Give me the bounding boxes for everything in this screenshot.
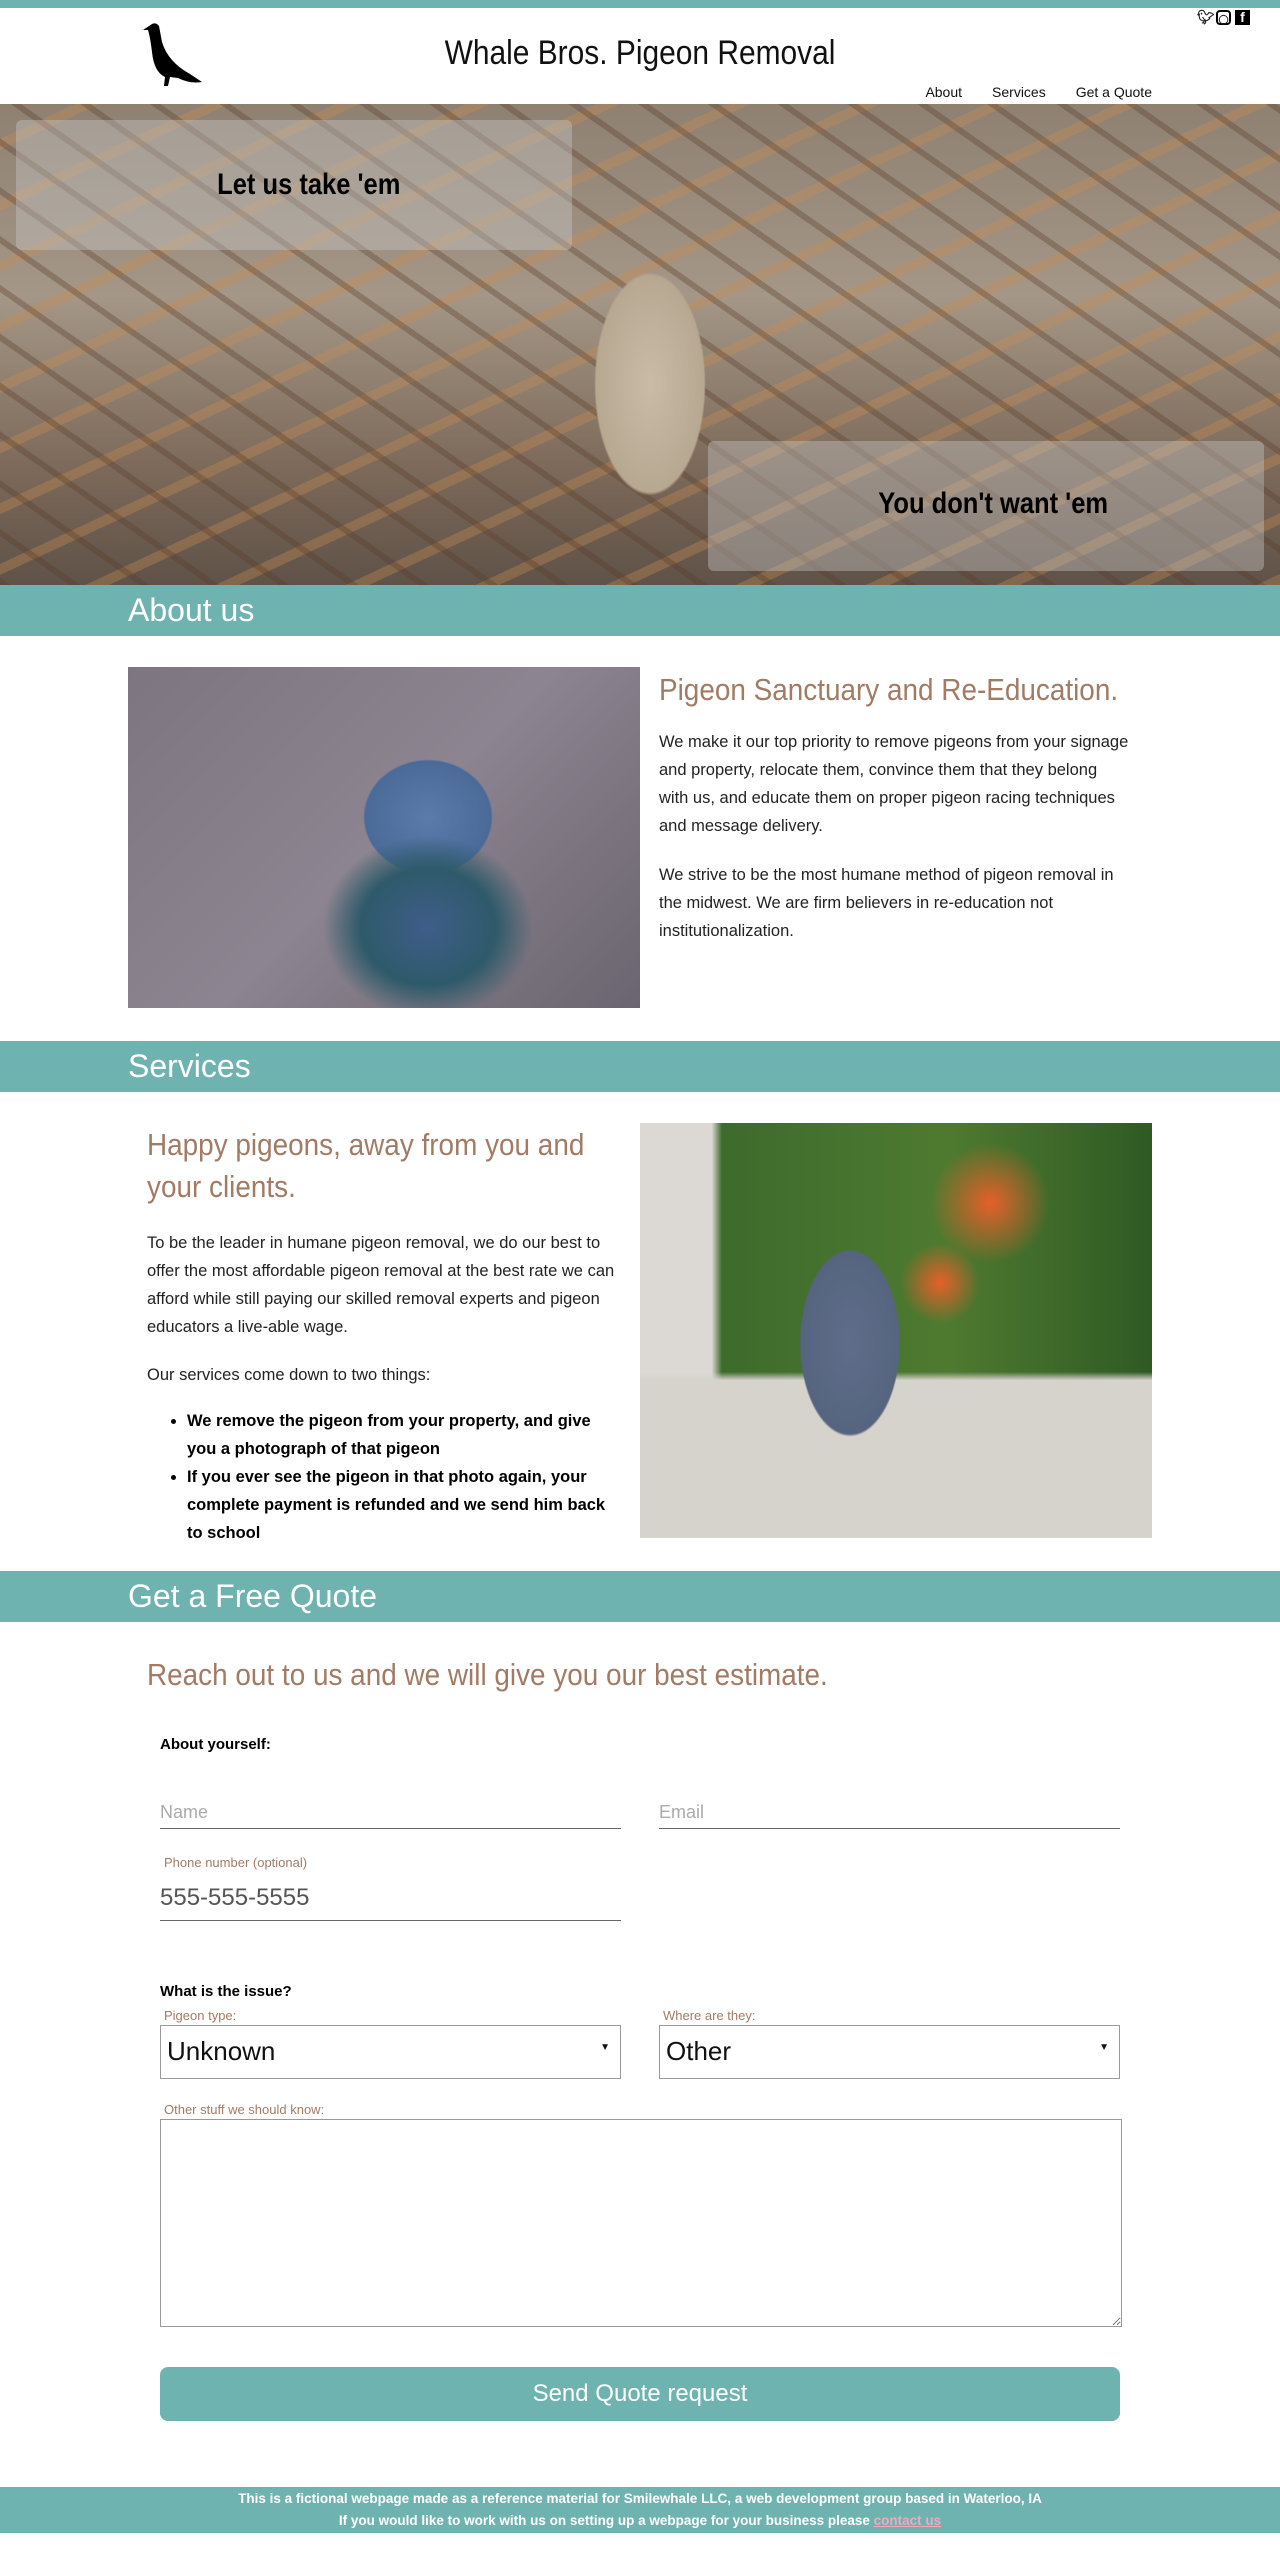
- services-paragraph-1: To be the leader in humane pigeon removal, we do our best to offer the most affordable pigeon removal at the best rate we can afford while still paying our skilled removal experts and pigeon educators a live-able wage.: [147, 1234, 615, 1336]
- main-nav: [925, 84, 1152, 100]
- footer-line-2: [0, 2510, 1280, 2532]
- pigeon-type-label: Pigeon type:: [164, 2008, 237, 2023]
- about-yourself-label: About yourself:: [160, 1736, 271, 1753]
- services-band: Services: [0, 1041, 1280, 1092]
- issue-label: What is the issue?: [160, 1983, 292, 2000]
- hero-left-text: Let us take 'em: [217, 168, 401, 201]
- contact-us-link[interactable]: contact us: [873, 2513, 942, 2528]
- chevron-down-icon: ▼: [600, 2042, 610, 2053]
- footer-line-2-text: If you would like to work with us on setting up a webpage for your business please: [338, 2513, 874, 2528]
- other-stuff-label: Other stuff we should know:: [164, 2102, 325, 2117]
- about-paragraph-1: We make it our top priority to remove pigeons from your signage and property, relocate them, convince them that they belong with us, and educate them on proper pigeon racing techniques and message delivery.: [659, 733, 1129, 835]
- about-pigeon-photo: [128, 667, 640, 1008]
- social-links: [1197, 10, 1250, 25]
- hero-banner: [0, 104, 1280, 585]
- phone-label: Phone number (optional): [164, 1855, 308, 1870]
- top-accent-bar: [0, 0, 1280, 8]
- services-pigeons-photo: [640, 1123, 1152, 1538]
- about-heading: Pigeon Sanctuary and Re-Education.: [659, 672, 1119, 707]
- nav-get-a-quote[interactable]: Get a Quote: [1075, 84, 1152, 100]
- services-list: [167, 1407, 622, 1547]
- where-label: Where are they:: [663, 2008, 756, 2023]
- quote-band: Get a Free Quote: [0, 1571, 1280, 1622]
- pigeon-logo-icon[interactable]: [140, 22, 210, 88]
- services-list-item: • We remove the pigeon from your property, and give you a photograph of that pigeon: [187, 1407, 622, 1463]
- chevron-down-icon: ▼: [1099, 2042, 1109, 2053]
- footer-line-1: This is a fictional webpage made as a reference material for Smilewhale LLC, a web development group based in Waterloo, IA: [238, 2491, 1042, 2506]
- pigeon-type-select[interactable]: [160, 2025, 621, 2079]
- services-heading: Happy pigeons, away from you and your clients.: [147, 1127, 585, 1204]
- where-value: Other: [666, 2036, 732, 2066]
- hero-caption-left: [16, 120, 572, 250]
- phone-input[interactable]: [160, 1876, 621, 1921]
- instagram-icon[interactable]: ◯: [1216, 10, 1231, 25]
- where-select[interactable]: [659, 2025, 1120, 2079]
- facebook-icon[interactable]: f: [1235, 10, 1250, 25]
- twitter-icon[interactable]: 🐦︎: [1197, 9, 1215, 25]
- email-input[interactable]: [659, 1796, 1120, 1829]
- nav-services[interactable]: Services: [992, 84, 1046, 100]
- about-paragraph-2: We strive to be the most humane method of pigeon removal in the midwest. We are firm believers in re-education not institutionalization.: [659, 866, 1114, 940]
- send-quote-button[interactable]: Send Quote request: [160, 2367, 1120, 2421]
- nav-about[interactable]: About: [925, 84, 963, 100]
- pigeon-type-value: Unknown: [167, 2036, 276, 2066]
- hero-right-text: You don't want 'em: [878, 487, 1109, 520]
- quote-heading: Reach out to us and we will give you our best estimate.: [147, 1657, 828, 1692]
- name-input[interactable]: [160, 1796, 621, 1829]
- about-band: About us: [0, 585, 1280, 636]
- services-list-item: • If you ever see the pigeon in that photo again, your complete payment is refunded and we send him back to school: [187, 1463, 622, 1547]
- services-paragraph-2: Our services come down to two things:: [147, 1366, 431, 1384]
- hero-caption-right: [708, 441, 1264, 571]
- other-stuff-textarea[interactable]: [160, 2119, 1122, 2327]
- site-title: Whale Bros. Pigeon Removal: [444, 34, 836, 72]
- footer: [0, 2487, 1280, 2533]
